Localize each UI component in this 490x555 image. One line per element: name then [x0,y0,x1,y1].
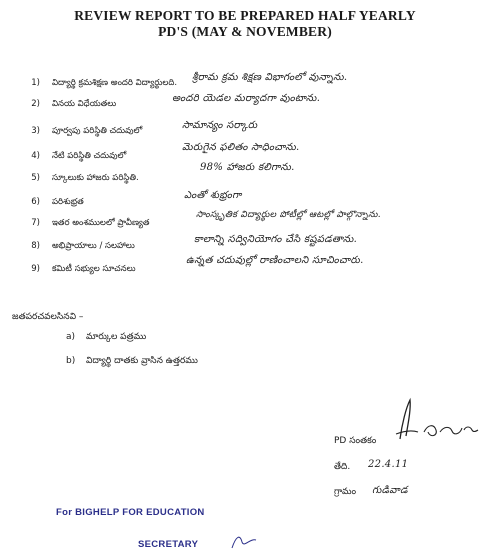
item-number: 6) [31,197,40,207]
report-title: REVIEW REPORT TO BE PREPARED HALF YEARLY [74,8,416,23]
attachments-heading: జతపరచవలసినవి – [12,312,84,322]
attachment-a-number: a) [66,332,76,342]
item-label: పరిశుభ్రత [52,197,84,207]
item-number: 1) [31,78,40,88]
item-answer: సాంస్కృతిక విద్యార్థుల పోటీల్లో ఆటల్లో పాల్గొన్నాను. [196,210,381,220]
item-label: విద్యార్థి క్రమశిక్షణ అందరి విద్యార్థులది. [52,78,178,88]
item-number: 2) [31,99,40,109]
item-label: ఇతర అంశములలో ప్రావీణ్యత [52,218,150,228]
item-label: నేటి పరిస్థితి చదువులో [52,151,127,161]
item-label: వినయ విధేయతలు [52,99,117,109]
item-number: 9) [31,264,40,274]
attachment-a-text: మార్కుల పత్రము [86,332,147,342]
item-answer: మెరుగైన ఫలితం సాధించాను. [182,142,300,153]
item-answer: శ్రీరామ క్రమ శిక్షణ విభాగంలో వున్నాను. [192,72,348,83]
item-answer: సామాన్యం సర్కారు [182,120,258,131]
item-label: పూర్వపు పరిస్థితి చదువులో [52,126,143,136]
item-number: 3) [31,126,40,136]
village-label: గ్రామం [334,487,357,497]
date-value: 22.4.11 [368,459,409,470]
item-label: స్కూలుకు హాజరు పరిస్థితి. [52,173,139,183]
item-answer: ఉన్నత చదువుల్లో రాణించాలని సూచించారు. [186,255,364,266]
attachment-b-number: b) [66,356,76,366]
pd-signature-label: PD సంతకం [334,436,377,446]
item-answer: కాలాన్ని సద్వినియోగం చేసి కష్టపడతాను. [194,234,358,245]
item-number: 4) [31,151,40,161]
stamp-organization: For BIGHELP FOR EDUCATION [56,507,205,518]
item-answer: 98% హాజరు కలిగాను. [200,162,295,173]
item-number: 5) [31,173,40,183]
item-label: అభిప్రాయాలు / సలహాలు [52,241,135,251]
village-value: గుడివాడ [372,485,408,496]
report-subtitle: PD'S (MAY & NOVEMBER) [158,24,332,39]
item-answer: ఎంతో శుభ్రంగా [184,190,242,201]
date-label: తేది. [334,462,351,472]
item-number: 8) [31,241,40,251]
item-answer: అందరి యెడల మర్యాదగా వుంటాను. [172,93,321,104]
item-label: కమిటీ సభ్యుల సూచనలు [52,264,136,274]
attachment-b-text: విద్యార్థి దాతకు వ్రాసిన ఉత్తరము [86,356,198,366]
pd-signature [378,394,488,442]
stamp-role: SECRETARY [138,539,199,550]
item-number: 7) [31,218,40,228]
stamp-signature [228,530,268,552]
